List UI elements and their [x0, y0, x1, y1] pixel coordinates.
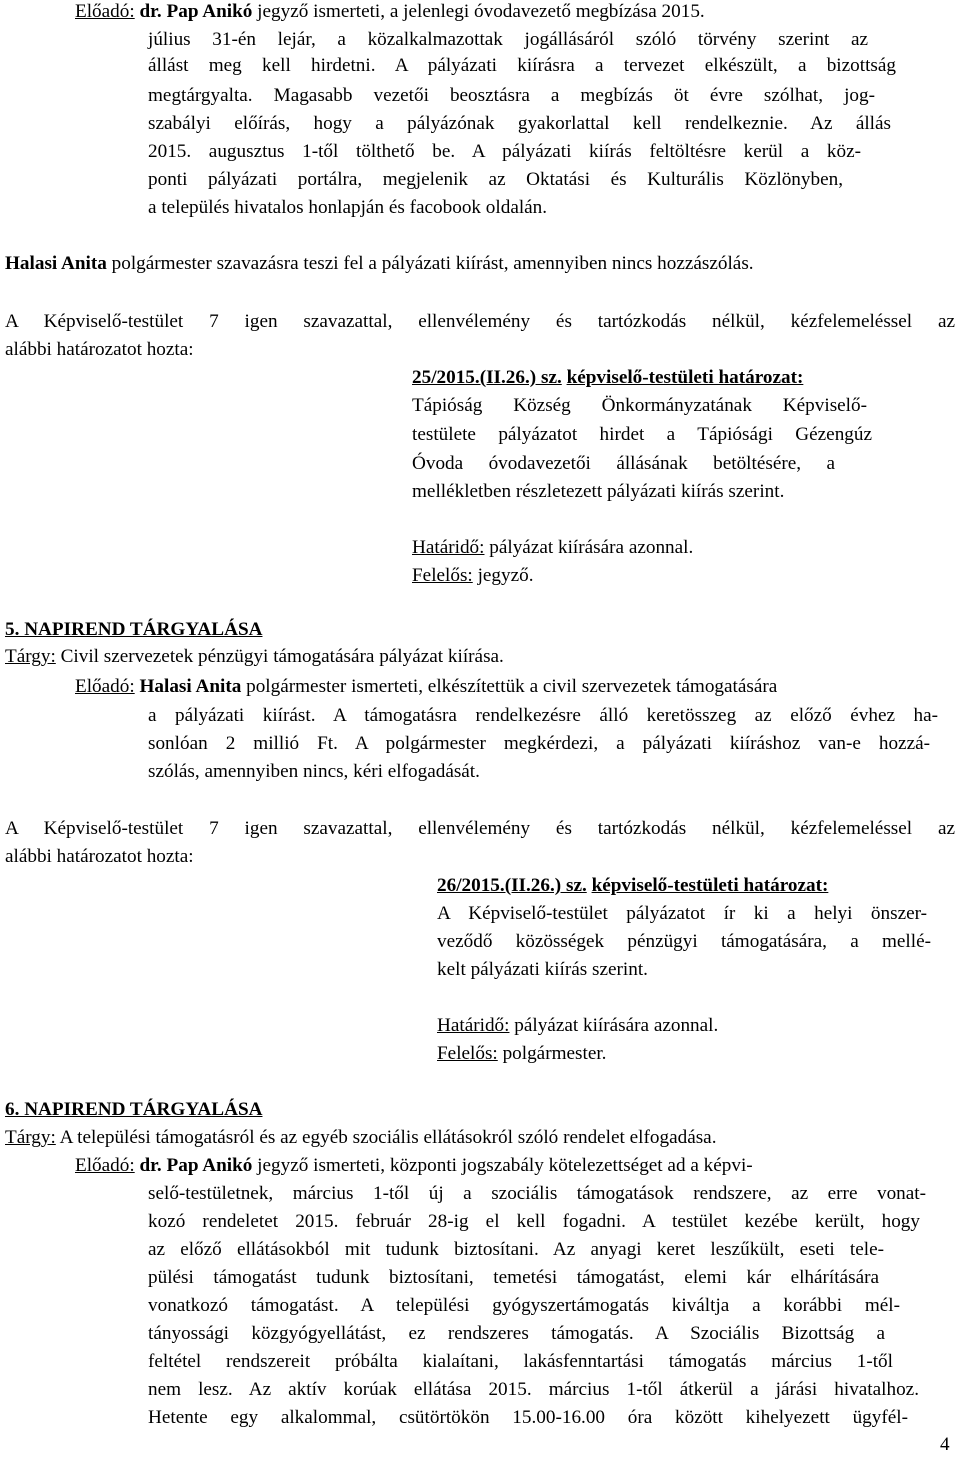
resolution-number: 25/2015.(II.26.) sz. — [412, 367, 562, 388]
paragraph-line: selő-testületnek, március 1-től új a szociális támogatások rendszere, az erre vonat- — [148, 1183, 926, 1204]
mayor-name: Halasi Anita — [5, 253, 107, 274]
subject-text: Civil szervezetek pénzügyi támogatására pályázat kiírása. — [60, 646, 504, 667]
presenter-name: Pap Anikó — [166, 1155, 253, 1176]
paragraph-line: pülési támogatást tudunk biztosítani, temetési támogatást, elemi kár elhárítására — [148, 1267, 879, 1288]
vote-result-line: alábbi határozatot hozta: — [5, 846, 194, 867]
responsible-label: Felelős: — [412, 565, 473, 586]
paragraph-line: ponti pályázati portálra, megjelenik az Oktatási és Kulturális Közlönyben, — [148, 169, 843, 190]
resolution-title — [437, 874, 828, 898]
responsible-text: polgármester. — [502, 1043, 607, 1064]
presenter-line — [75, 0, 705, 24]
resolution-body-line: Tápióság Község Önkormányzatának Képviselő- — [412, 395, 867, 416]
subject-line — [5, 645, 504, 669]
presenter-label: Előadó: — [75, 1, 135, 22]
deadline-text: pályázat kiírására azonnal. — [489, 537, 694, 558]
subject-line — [5, 1126, 717, 1150]
vote-result-line: A Képviselő-testület 7 igen szavazattal, ellenvélemény és tartózkodás nélkül, kézfelemeléssel az — [5, 818, 955, 839]
paragraph-line: tányossági közgyógyellátást, ez rendszeres támogatás. A Szociális Bizottság a — [148, 1323, 885, 1344]
presenter-text: jegyző ismerteti, a jelenlegi óvodavezető megbízása 2015. — [257, 1, 705, 22]
presenter-label: Előadó: — [75, 676, 135, 697]
resolution-body-line: A Képviselő-testület pályázatot ír ki a helyi önszer- — [437, 903, 927, 924]
paragraph-line: vonatkozó támogatást. A települési gyógyszertámogatás kiváltja a korábbi mél- — [148, 1295, 900, 1316]
vote-call-line — [5, 252, 754, 276]
responsible-label: Felelős: — [437, 1043, 498, 1064]
deadline-text: pályázat kiírására azonnal. — [514, 1015, 719, 1036]
vote-call-text: polgármester szavazásra teszi fel a pályázati kiírást, amennyiben nincs hozzászólás. — [111, 253, 754, 274]
paragraph-line: feltétel rendszereit próbálta kialaítani, lakásfenntartási támogatás március 1-től — [148, 1351, 893, 1372]
resolution-body-line: veződő közösségek pénzügyi támogatására, a mellé- — [437, 931, 931, 952]
presenter-name: Pap Anikó — [166, 1, 253, 22]
subject-label: Tárgy: — [5, 1127, 56, 1148]
paragraph-line: nem lesz. Az aktív korúak ellátása 2015. március 1-től átkerül a járási hivatalhoz. — [148, 1379, 919, 1400]
agenda-heading: 6. NAPIREND TÁRGYALÁSA — [5, 1099, 263, 1120]
presenter-text: jegyző ismerteti, központi jogszabály kötelezettséget ad a képvi- — [257, 1155, 753, 1176]
responsible-line — [437, 1042, 606, 1066]
deadline-label: Határidő: — [437, 1015, 510, 1036]
presenter-dr: dr. — [139, 1155, 162, 1176]
responsible-text: jegyző. — [477, 565, 534, 586]
paragraph-line: a település hivatalos honlapján és facobook oldalán. — [148, 197, 548, 218]
paragraph-line: Hetente egy alkalommal, csütörtökön 15.00-16.00 óra között kihelyezett ügyfél- — [148, 1407, 908, 1428]
paragraph-line: szabályi előírás, hogy a pályázónak gyakorlattal kell rendelkeznie. Az állás — [148, 113, 891, 134]
paragraph-line: állást meg kell hirdetni. A pályázati kiírásra a tervezet elkészült, a bizottság — [148, 55, 896, 76]
paragraph-line: 2015. augusztus 1-től tölthető be. A pályázati kiírás feltöltésre kerül a köz- — [148, 141, 861, 162]
deadline-line — [412, 536, 693, 560]
agenda-heading: 5. NAPIREND TÁRGYALÁSA — [5, 619, 263, 640]
resolution-title-text: képviselő-testületi határozat: — [591, 875, 829, 896]
presenter-line — [75, 675, 777, 699]
presenter-label: Előadó: — [75, 1155, 135, 1176]
presenter-name: Halasi Anita — [139, 676, 242, 697]
subject-label: Tárgy: — [5, 646, 56, 667]
resolution-title — [412, 366, 803, 390]
presenter-dr: dr. — [139, 1, 162, 22]
paragraph-line: megtárgyalta. Magasabb vezetői beosztásra a megbízás öt évre szólhat, jog- — [148, 85, 875, 106]
page-number: 4 — [940, 1434, 950, 1455]
resolution-body-line: kelt pályázati kiírás szerint. — [437, 959, 648, 980]
responsible-line — [412, 564, 534, 588]
paragraph-line: sonlóan 2 millió Ft. A polgármester megkérdezi, a pályázati kiíráshoz van-e hozzá- — [148, 733, 930, 754]
deadline-label: Határidő: — [412, 537, 485, 558]
resolution-body-line: Óvoda óvodavezetői állásának betöltésére, a — [412, 453, 835, 474]
resolution-body-line: testülete pályázatot hirdet a Tápiósági Gézengúz — [412, 424, 872, 445]
vote-result-line: A Képviselő-testület 7 igen szavazattal, ellenvélemény és tartózkodás nélkül, kézfelemeléssel az — [5, 311, 955, 332]
paragraph-line: a pályázati kiírást. A támogatásra rendelkezésre álló keretösszeg az előző évhez ha- — [148, 705, 938, 726]
deadline-line — [437, 1014, 718, 1038]
paragraph-line: az előző ellátásokból mit tudunk biztosítani. Az anyagi keret leszűkült, eseti tele- — [148, 1239, 884, 1260]
resolution-title-text: képviselő-testületi határozat: — [566, 367, 804, 388]
subject-text: A települési támogatásról és az egyéb szociális ellátásokról szóló rendelet elfogadása. — [59, 1127, 717, 1148]
paragraph-line: szólás, amennyiben nincs, kéri elfogadását. — [148, 761, 480, 782]
paragraph-line: július 31-én lejár, a közalkalmazottak jogállásáról szóló törvény szerint az — [148, 29, 868, 50]
presenter-line — [75, 1154, 753, 1178]
vote-result-line: alábbi határozatot hozta: — [5, 339, 194, 360]
presenter-text: polgármester ismerteti, elkészítettük a civil szervezetek támogatására — [246, 676, 778, 697]
paragraph-line: kozó rendeletet 2015. február 28-ig el kell fogadni. A testület kezébe került, hogy — [148, 1211, 920, 1232]
resolution-body-line: mellékletben részletezett pályázati kiírás szerint. — [412, 481, 785, 502]
resolution-number: 26/2015.(II.26.) sz. — [437, 875, 587, 896]
